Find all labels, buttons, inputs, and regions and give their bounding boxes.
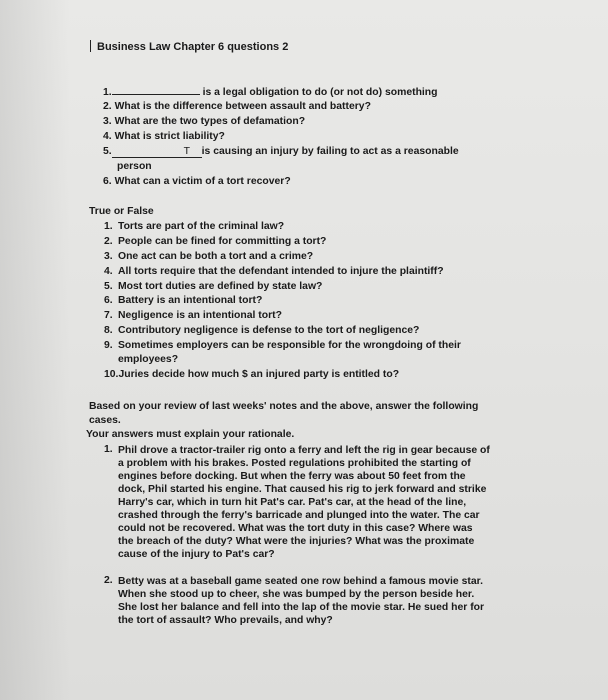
question-4: 4. What is strict liability? [103,131,225,142]
tf-item: 3. One act can be both a tort and a crime? [104,251,314,262]
instructions-line-3: Your answers must explain your rationale. [86,429,295,440]
text-cursor [90,40,91,52]
handwritten-mark: T [183,146,191,157]
case-2-number: 2. [104,575,113,586]
case-1-number: 1. [104,444,113,455]
answer-blank [112,146,202,158]
tf-item: 9. Sometimes employers can be responsible for the wrongdoing of their [104,340,461,351]
case-2: Betty was at a baseball game seated one row behind a famous movie star. When she stood up to cheer, she was bumped by the person beside her. She lost her balance and fell into the lap of the movie star. He sued her for the tort of assault? Who prevails, and why? [118,576,485,626]
tf-item-cont: employees? [118,354,179,365]
tf-item: 1. Torts are part of the criminal law? [104,221,285,232]
question-1: 1. is a legal obligation to do (or not do) something [103,87,438,98]
case-1: Phil drove a tractor-trailer rig onto a ferry and left the rig in gear because of a problem with his brakes. Posted regulations prohibited the starting of engines before docking. But when the ferry was about 50 feet from the dock, Phil started his engine. That caused his rig to jerk forward and strike Harry's car, which in turn hit Pat's car. Pat's car, at the head of the line, crashed through the ferry's barricade and plunged into the water. The car could not be recovered. What was the tort duty in this case? Where was the breach of the duty? What were the injuries? What was the proximate cause of the injury to Pat's car? [118,445,490,560]
tf-heading: True or False [89,206,154,217]
question-2: 2. What is the difference between assault and battery? [103,101,371,112]
tf-item: 8. Contributory negligence is defense to the tort of negligence? [104,325,420,336]
tf-item: 2. People can be fined for committing a tort? [104,236,327,247]
tf-item: 4. All torts require that the defendant intended to injure the plaintiff? [104,266,444,277]
document-title: Business Law Chapter 6 questions 2 [97,41,289,53]
question-6: 6. What can a victim of a tort recover? [103,176,291,187]
tf-item: 7. Negligence is an intentional tort? [104,310,282,321]
instructions-line-1: Based on your review of last weeks' notes and the above, answer the following [89,401,479,412]
answer-blank [112,94,200,95]
question-5: 5. T is causing an injury by failing to act as a reasonable [103,146,459,157]
tf-item: 5. Most tort duties are defined by state law? [104,281,323,292]
question-5-cont: person [117,161,152,172]
instructions-line-2: cases. [89,415,121,426]
tf-item: 10.Juries decide how much $ an injured party is entitled to? [104,369,400,380]
document-title-row [90,40,288,53]
tf-item: 6. Battery is an intentional tort? [104,295,263,306]
question-3: 3. What are the two types of defamation? [103,116,306,127]
